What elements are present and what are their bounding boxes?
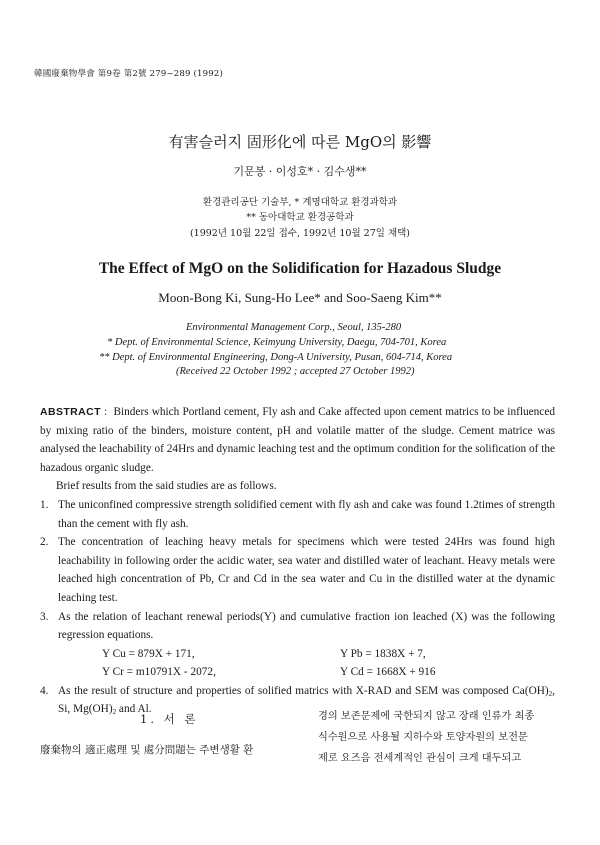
abstract-label: ABSTRACT — [40, 406, 101, 418]
result-item-text: The concentration of leaching heavy metals for specimens which were tested 24Hrs was found high leachability in following order the acidic water, sea water and distilled water of leachant. Heavy metals were leached high concentration of Pb, Cr and Cd in the sea water and Cu in the distilled water at the dynamic leaching test. — [58, 536, 555, 604]
equation-cr: Y Cr = m10791X - 2072, — [102, 665, 216, 678]
english-title: The Effect of MgO on the Solidification for Hazadous Sludge — [98, 260, 502, 277]
body-line: 식수원으로 사용될 지하수와 토양자원의 보전문 — [318, 732, 528, 743]
result-item-number: 2. — [40, 536, 49, 549]
result-item-text: As the relation of leachant renewal periods(Y) and cumulative fraction ion leached (X) was the following regression equations. — [58, 610, 555, 642]
korean-affiliation-2: ** 동아대학교 환경공학과 — [246, 212, 354, 223]
abstract — [40, 403, 555, 719]
korean-affiliation-1: 환경관리공단 기술부, * 계명대학교 환경과학과 — [202, 197, 398, 208]
english-received-dates: (Received 22 October 1992 ; accepted 27 October 1992) — [176, 366, 415, 377]
result-item-number: 4. — [40, 684, 49, 697]
result-item-number: 3. — [40, 610, 49, 623]
korean-title: 有害슬러지 固形化에 따른 MgO의 影響 — [168, 133, 432, 151]
english-authors: Moon-Bong Ki, Sung-Ho Lee* and Soo-Saeng Kim** — [158, 290, 442, 305]
abstract-brief: Brief results from the said studies are as follows. — [56, 480, 277, 493]
english-affiliation-2: * Dept. of Environmental Science, Keimyung University, Daegu, 704-701, Korea — [107, 337, 447, 348]
subscript: 2 — [548, 689, 553, 698]
body-text-left-column: 廢棄物의 適正處理 및 處分問題는 주변생활 환 — [40, 744, 254, 756]
section-heading-introduction: 1. 서 론 — [140, 712, 199, 726]
result-item-3 — [40, 608, 555, 645]
equation-cu: Y Cu = 879X + 171, — [102, 647, 195, 660]
body-line: 제로 요즈음 전세계적인 관심이 크게 대두되고 — [318, 753, 522, 764]
english-affiliation-1: Environmental Management Corp., Seoul, 135-280 — [186, 322, 402, 333]
result-item-2 — [40, 533, 555, 607]
korean-received-dates: (1992년 10월 22일 접수, 1992년 10월 27일 채택) — [189, 228, 411, 239]
result-item-text: The uniconfined compressive strength solidified cement with fly ash and cake was found 1.2times of strength than the cement with fly ash. — [58, 498, 555, 530]
abstract-text: Binders which Portland cement, Fly ash and Cake affected upon cement matrics to be influenced by mixing ratio of the binders, moisture content, pH and volatile matter of the sludge. Cement matrice was analysed the leachability of 24Hrs and dynamic leaching test and the optimum condition for the solification of the hazadous organic sludge. — [40, 406, 555, 474]
result-item-text-part: and Al. — [116, 703, 152, 716]
body-line: 경의 보존문제에 국한되지 않고 장래 인류가 최종 — [318, 711, 535, 722]
result-item-text-part: , Si, Mg(OH) — [58, 684, 555, 716]
journal-header: 韓國廢棄物學會 第9卷 第2號 279~289 (1992) — [34, 69, 223, 79]
equation-cd: Y Cd = 1668X + 916 — [340, 665, 436, 678]
abstract-paragraph: ABSTRACT : Binders which Portland cement, Fly ash and Cake affected upon cement matrics to be influenced by mixing ratio of the binders, moisture content, pH and volatile matter of the sludge. Cement matrice was analysed the leachability of 24Hrs and dynamic leaching test and the optimum condition for the solification of the hazadous organic sludge. — [40, 406, 555, 474]
regression-equations — [40, 645, 555, 682]
result-item-number: 1. — [40, 498, 49, 511]
english-affiliation-3: ** Dept. of Environmental Engineering, Dong-A University, Pusan, 604-714, Korea — [99, 352, 453, 363]
body-text-right-column — [318, 706, 563, 769]
subscript: 2 — [112, 708, 117, 717]
korean-authors: 기문봉 · 이성호* · 김수생** — [233, 165, 367, 178]
equation-pb: Y Pb = 1838X + 7, — [340, 647, 426, 660]
result-item-1 — [40, 496, 555, 533]
result-item-text-part: As the result of structure and properties of solified matrics with X-RAD and SEM was composed Ca(OH) — [58, 684, 549, 697]
